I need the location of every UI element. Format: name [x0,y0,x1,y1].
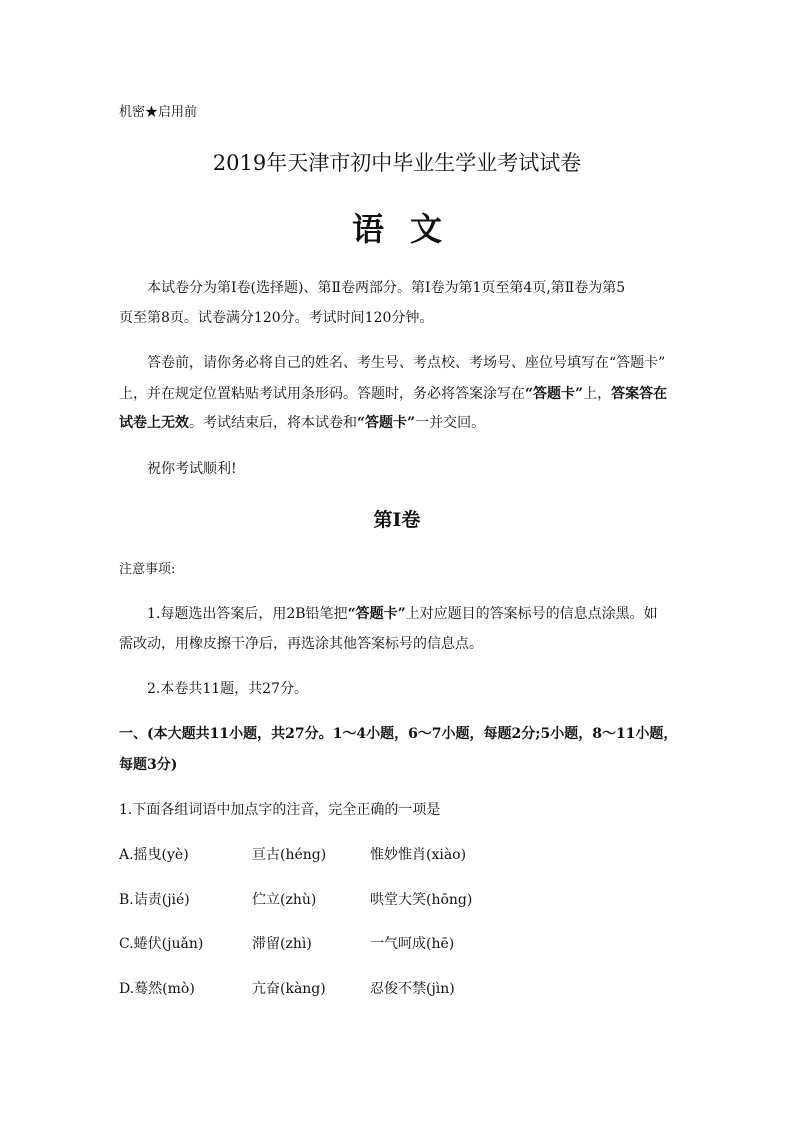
question-1-stem: 1.下面各组词语中加点字的注音，完全正确的一项是 [119,802,441,818]
answer-card-term: “答题卡” [525,386,584,402]
intro-text: 一并交回。 [415,415,486,431]
intro-text: 上，并在规定位置粘贴考试用条形码。答题时，务必将答案涂写在 [119,386,525,402]
note-item-1-line-2: 需改动，用橡皮擦干净后，再选涂其他答案标号的信息点。 [119,636,483,652]
option-word: C.蜷伏(juǎn) [119,936,204,952]
answer-card-term: “答题卡” [357,415,416,431]
intro-text: 上， [583,386,612,402]
option-word: B.诘责(jié) [119,892,190,908]
option-word: 忍俊不禁(jìn) [370,981,455,997]
intro-paragraph-2-line-3 [119,414,485,432]
intro-text: 。考试结束后，将本试卷和 [189,415,357,431]
intro-paragraph-1-line-2: 页至第8页。试卷满分120分。考试时间120分钟。 [119,310,434,326]
emphasis-text: 试卷上无效 [119,415,189,431]
option-word: 滞留(zhì) [252,936,312,952]
intro-paragraph-2-line-1: 答卷前，请你务必将自己的姓名、考生号、考点校、考场号、座位号填写在“答题卡” [147,355,666,371]
note-text: 上对应题目的答案标号的信息点涂黑。如 [405,606,658,622]
subject-title: 语文 [351,210,468,248]
option-word: D.蓦然(mò) [119,981,195,997]
exam-title: 2019年天津市初中毕业生学业考试试卷 [212,151,582,175]
option-word: 伫立(zhù) [252,892,317,908]
note-item-2: 2.本卷共11题，共27分。 [147,681,308,697]
option-word: 一气呵成(hē) [370,936,455,952]
option-word: 惟妙惟肖(xiào) [370,847,467,863]
note-item-1-line-1 [147,605,658,623]
option-word: 亘古(héng) [252,847,327,863]
part-1-instructions-line-1: 一、(本大题共11小题，共27分。1～4小题，6～7小题，每题2分;5小题，8～11小题， [119,726,678,742]
section-title: 第Ⅰ卷 [373,509,421,531]
intro-paragraph-1-line-1: 本试卷分为第Ⅰ卷(选择题)、第Ⅱ卷两部分。第Ⅰ卷为第1页至第4页,第Ⅱ卷为第5 [147,280,626,296]
part-1-instructions-line-2: 每题3分) [119,757,178,773]
option-word: 亢奋(kàng) [252,981,326,997]
option-word: A.摇曳(yè) [119,847,189,863]
answer-card-term: “答题卡” [347,606,406,622]
intro-paragraph-2-line-2 [119,385,667,403]
option-word: 哄堂大笑(hōng) [370,892,473,908]
good-luck-text: 祝你考试顺利! [147,461,237,477]
confidentiality-note: 机密★启用前 [119,105,198,120]
notes-heading: 注意事项: [119,562,176,577]
note-text: 1.每题选出答案后，用2B铅笔把 [147,606,348,622]
emphasis-text: 答案答在 [611,386,668,402]
